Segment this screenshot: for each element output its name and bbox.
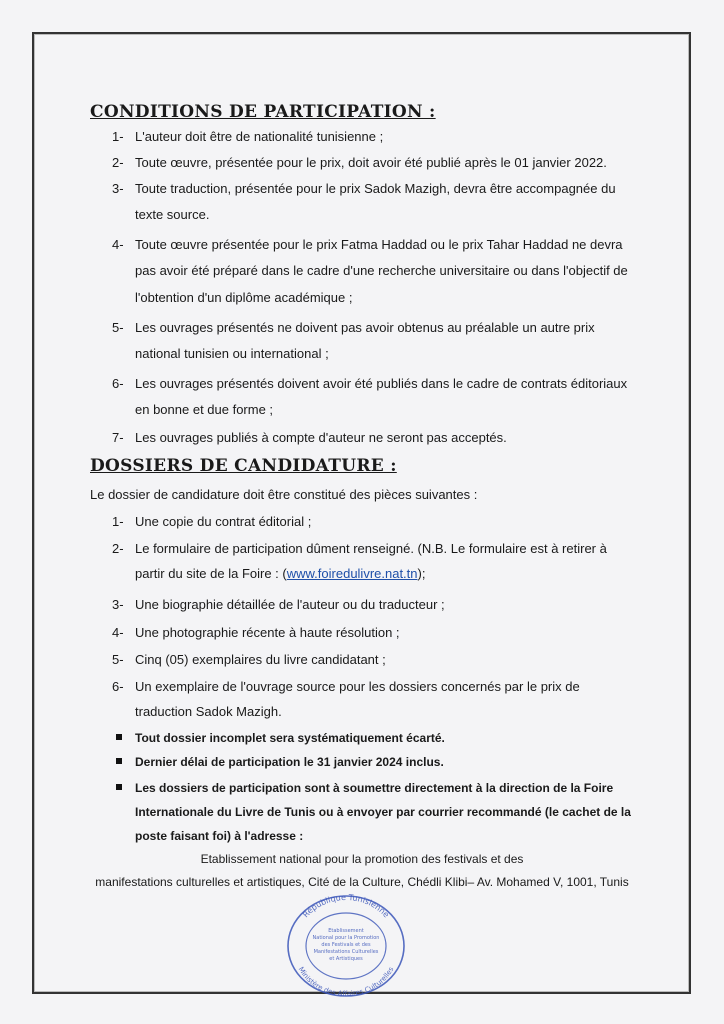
condition-text: texte source. bbox=[135, 207, 210, 222]
condition-text: L'auteur doit être de nationalité tunisienne ; bbox=[135, 129, 384, 144]
page-border bbox=[32, 32, 691, 994]
dossier-text: Une copie du contrat éditorial ; bbox=[135, 514, 312, 529]
dossier-number: 2- bbox=[112, 541, 124, 556]
condition-number: 5- bbox=[112, 320, 124, 335]
dossier-text: Une biographie détaillée de l'auteur ou du traducteur ; bbox=[135, 597, 445, 612]
dossier-text: Un exemplaire de l'ouvrage source pour les dossiers concernés par le prix de bbox=[135, 679, 580, 694]
condition-number: 1- bbox=[112, 129, 124, 144]
official-stamp bbox=[282, 888, 410, 998]
condition-text: Toute traduction, présentée pour le prix Sadok Mazigh, devra être accompagnée du bbox=[135, 181, 616, 196]
stamp-bottom-text: Ministère des Affaires Culturelles bbox=[296, 965, 396, 998]
dossier-number: 4- bbox=[112, 625, 124, 640]
stamp-inner-text: Etablissement bbox=[328, 928, 364, 934]
condition-number: 4- bbox=[112, 237, 124, 252]
dossiers-heading: DOSSIERS DE CANDIDATURE : bbox=[90, 456, 397, 476]
address-line: Etablissement national pour la promotion des festivals et des bbox=[200, 852, 524, 866]
dossiers-intro: Le dossier de candidature doit être constitué des pièces suivantes : bbox=[90, 487, 478, 502]
svg-text:République Tunisienne bbox=[301, 893, 391, 919]
stamp-inner-text: des Festivals et des bbox=[321, 942, 371, 948]
condition-text: national tunisien ou international ; bbox=[135, 346, 329, 361]
condition-text: Les ouvrages présentés doivent avoir été publiés dans le cadre de contrats éditoriaux bbox=[135, 376, 628, 391]
condition-text: l'obtention d'un diplôme académique ; bbox=[135, 290, 353, 305]
dossier-text: traduction Sadok Mazigh. bbox=[135, 704, 282, 719]
foire-website-link[interactable]: www.foiredulivre.nat.tn bbox=[286, 566, 418, 581]
bullet-icon bbox=[116, 784, 122, 790]
note-text: Tout dossier incomplet sera systématiquement écarté. bbox=[135, 731, 445, 745]
bullet-icon bbox=[116, 758, 122, 764]
dossier-text: Le formulaire de participation dûment renseigné. (N.B. Le formulaire est à retirer à bbox=[135, 541, 607, 556]
note-text: Dernier délai de participation le 31 janvier 2024 inclus. bbox=[135, 755, 444, 769]
condition-text: Toute œuvre présentée pour le prix Fatma Haddad ou le prix Tahar Haddad ne devra bbox=[135, 237, 623, 252]
condition-number: 6- bbox=[112, 376, 124, 391]
dossier-number: 6- bbox=[112, 679, 124, 694]
svg-text:Ministère des Affaires Culture bbox=[297, 965, 396, 998]
condition-text: Les ouvrages présentés ne doivent pas avoir obtenus au préalable un autre prix bbox=[135, 320, 595, 335]
stamp-inner-text: et Artistiques bbox=[329, 956, 363, 962]
dossier-text: Une photographie récente à haute résolution ; bbox=[135, 625, 400, 640]
condition-number: 7- bbox=[112, 430, 124, 445]
condition-text: pas avoir été préparé dans le cadre d'une recherche universitaire ou dans l'objectif de bbox=[135, 263, 628, 278]
note-text: Internationale du Livre de Tunis ou à envoyer par courrier recommandé (le cachet de la bbox=[135, 805, 631, 819]
dossier-number: 1- bbox=[112, 514, 124, 529]
note-text: poste faisant foi) à l'adresse : bbox=[135, 829, 304, 843]
stamp-inner-text: Manifestations Culturelles bbox=[313, 949, 379, 955]
conditions-heading: CONDITIONS DE PARTICIPATION : bbox=[90, 102, 436, 122]
stamp-top-text: République Tunisienne bbox=[301, 892, 391, 920]
condition-text: en bonne et due forme ; bbox=[135, 402, 274, 417]
stamp-inner-text: National pour la Promotion bbox=[312, 935, 380, 941]
condition-number: 2- bbox=[112, 155, 124, 170]
bullet-icon bbox=[116, 734, 122, 740]
dossier-number: 5- bbox=[112, 652, 124, 667]
condition-number: 3- bbox=[112, 181, 124, 196]
note-text: Les dossiers de participation sont à soumettre directement à la direction de la Foire bbox=[135, 781, 614, 795]
dossier-number: 3- bbox=[112, 597, 124, 612]
dossier-text: Cinq (05) exemplaires du livre candidatant ; bbox=[135, 652, 386, 667]
condition-text: Les ouvrages publiés à compte d'auteur ne seront pas acceptés. bbox=[135, 430, 507, 445]
dossier-text: partir du site de la Foire : (www.foiredulivre.nat.tn); bbox=[135, 566, 426, 581]
condition-text: Toute œuvre, présentée pour le prix, doit avoir été publié après le 01 janvier 2022. bbox=[135, 155, 607, 170]
address-line: manifestations culturelles et artistiques, Cité de la Culture, Chédli Klibi– Av. Mohamed V, 1001, Tunis bbox=[95, 875, 629, 889]
